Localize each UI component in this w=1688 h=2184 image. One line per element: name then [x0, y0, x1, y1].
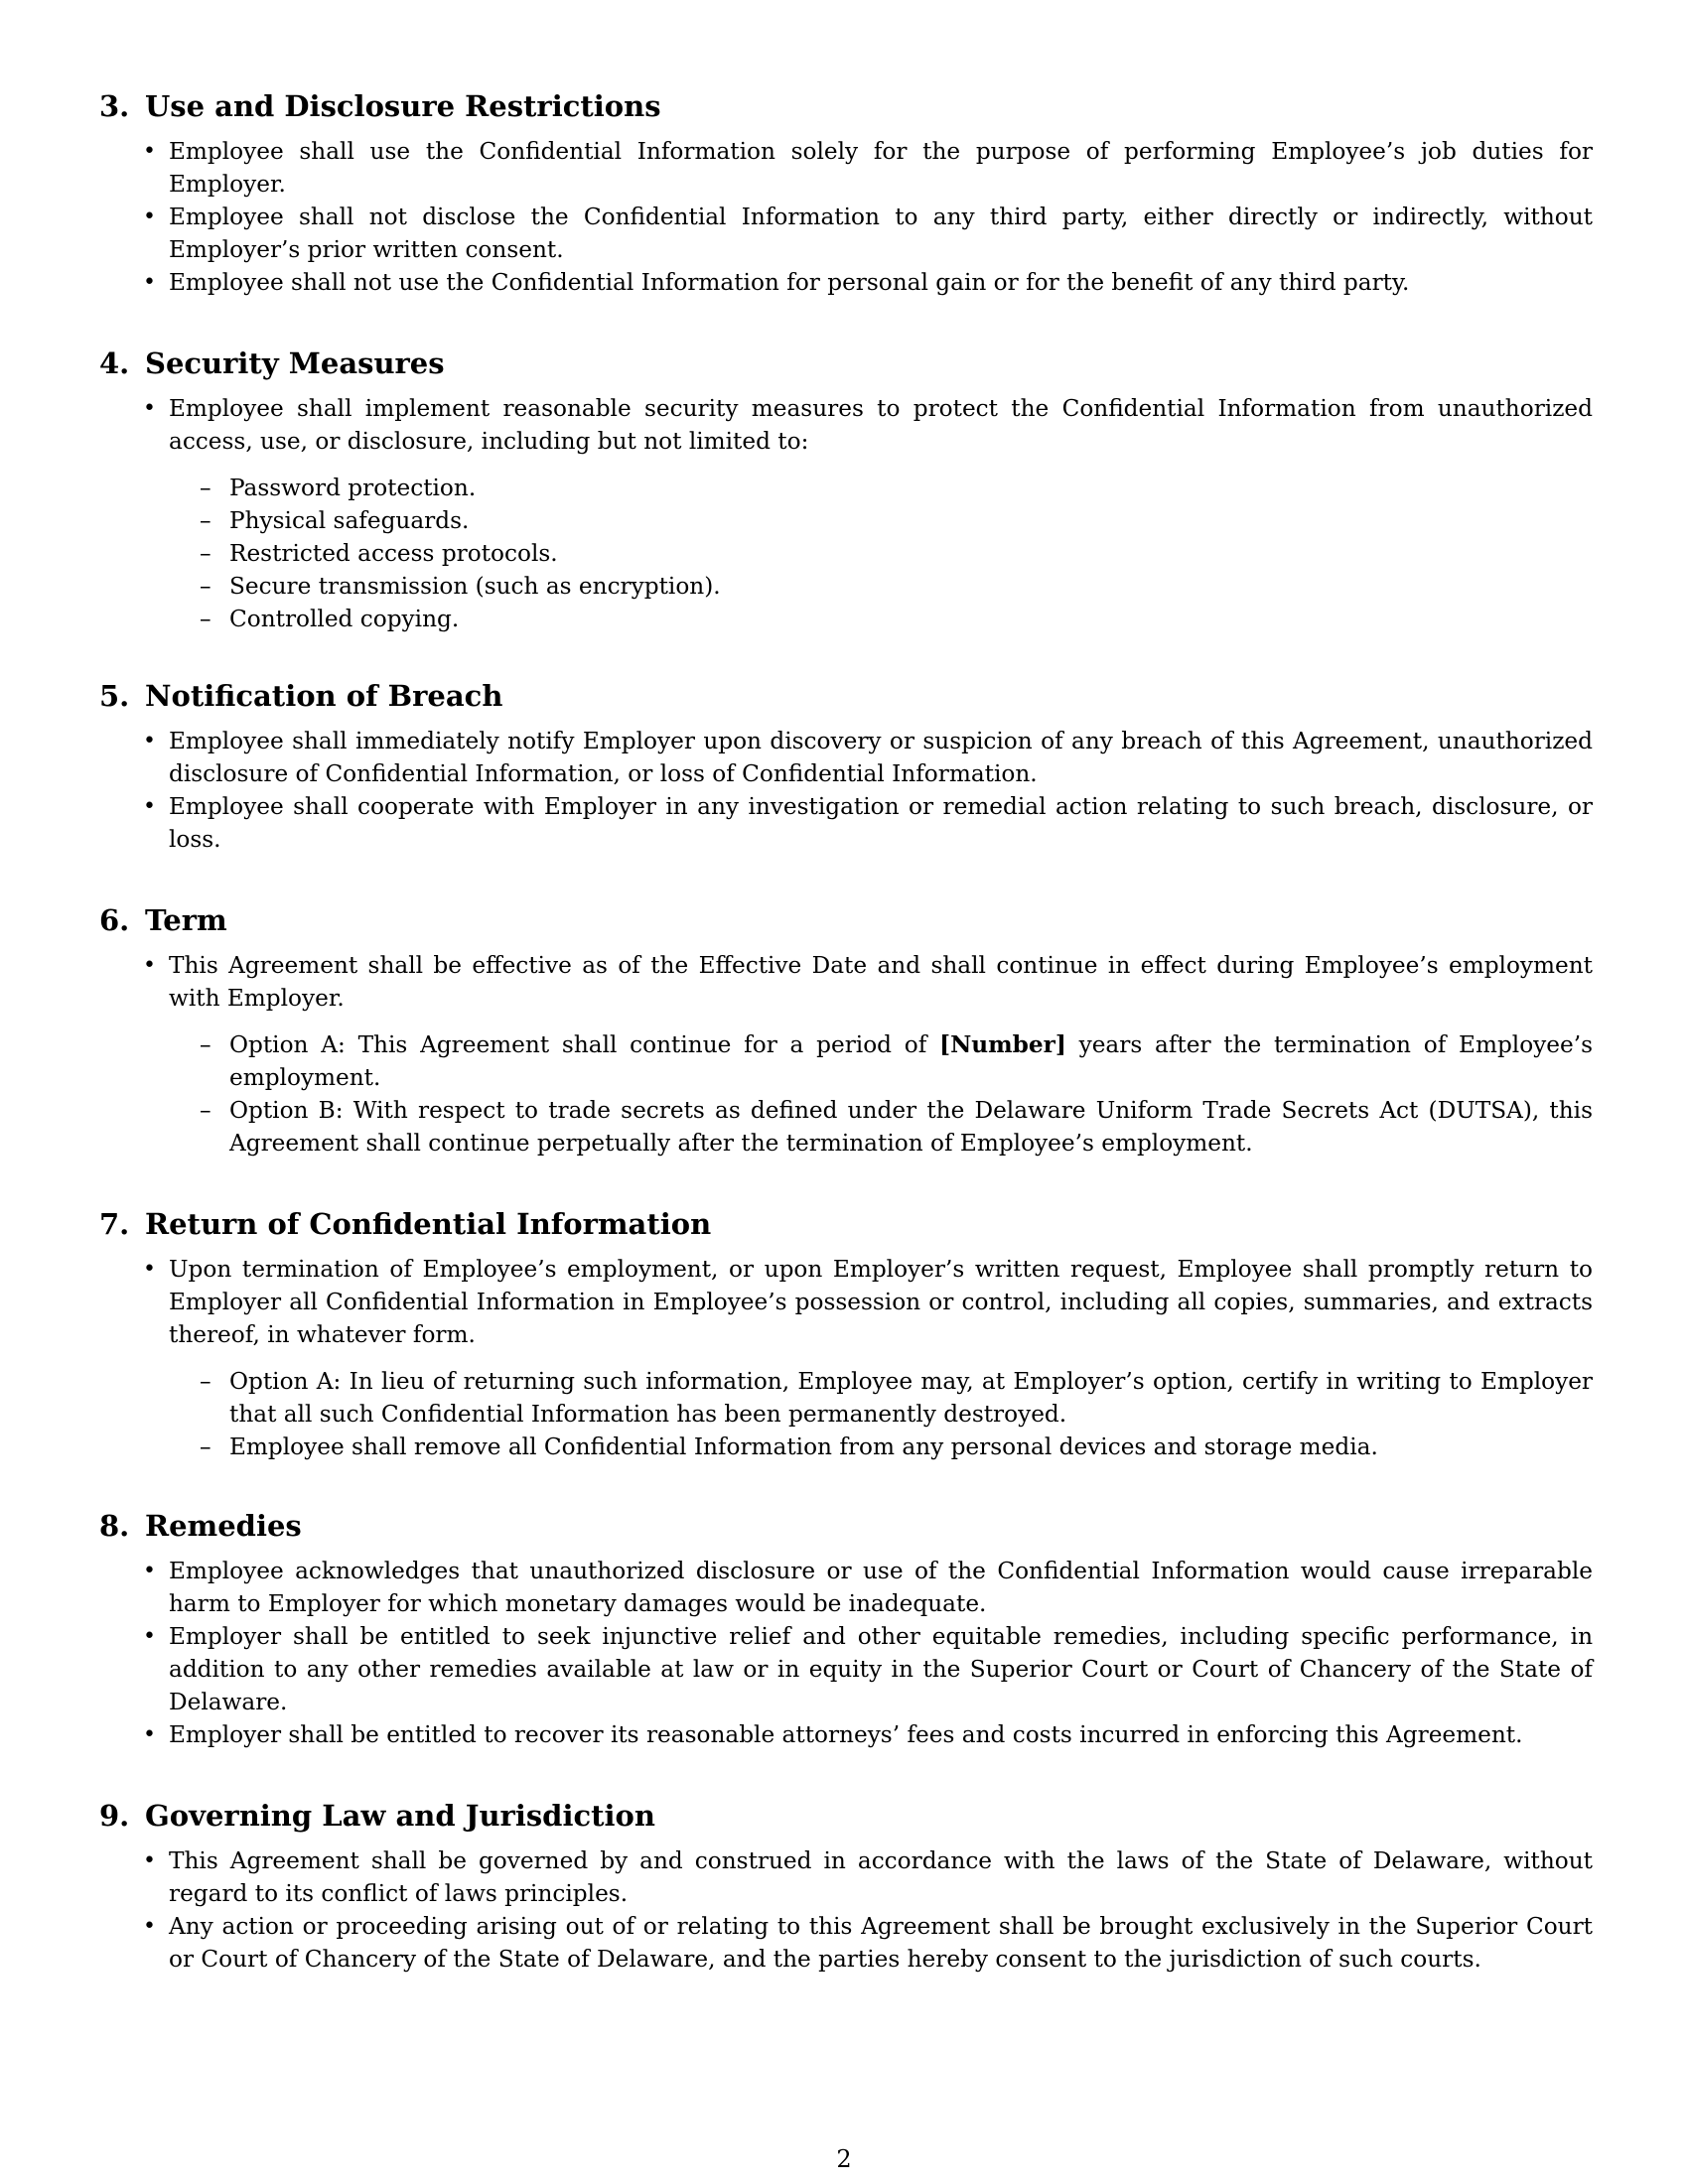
section-term [99, 901, 1593, 1160]
sub-list-item: – Option A: In lieu of returning such information, Employee may, at Employer’s option, certify in writing to Employer that all such Confidential Information has been permanently destroyed. [229, 1365, 1593, 1431]
list-item: • Employer shall be entitled to recover its reasonable attorneys’ fees and costs incurred in enforcing this Agreement. [169, 1718, 1593, 1751]
section-heading [99, 1797, 1593, 1835]
bullet-list [99, 1555, 1593, 1751]
list-item: • Employee shall not use the Confidential Information for personal gain or for the benefit of any third party. [169, 266, 1593, 299]
list-item: • Employer shall be entitled to seek injunctive relief and other equitable remedies, including specific performance, in addition to any other remedies available at law or in equity in the Superior Court or Court of Chancery of the State of Delaware. [169, 1620, 1593, 1718]
sub-list-item: – Physical safeguards. [229, 504, 1593, 537]
section-title: Notification of Breach [145, 679, 503, 713]
list-item [169, 392, 1593, 635]
list-item: • Employee acknowledges that unauthorized disclosure or use of the Confidential Information would cause irreparable harm to Employer for which monetary damages would be inadequate. [169, 1555, 1593, 1620]
section-remedies [99, 1507, 1593, 1751]
sub-list-item [229, 1028, 1593, 1094]
sub-list [169, 472, 1593, 635]
section-security-measures [99, 344, 1593, 635]
list-item: • Employee shall not disclose the Confidential Information to any third party, either directly or indirectly, without Employer’s prior written consent. [169, 201, 1593, 266]
list-item [169, 949, 1593, 1160]
section-heading [99, 1507, 1593, 1545]
list-item: • Employee shall use the Confidential Information solely for the purpose of performing Employee’s job duties for Employer. [169, 135, 1593, 201]
section-title: Return of Confidential Information [145, 1207, 712, 1241]
sub-list-item: – Employee shall remove all Confidential Information from any personal devices and storage media. [229, 1431, 1593, 1463]
sub-list [169, 1365, 1593, 1463]
list-item: • This Agreement shall be governed by and construed in accordance with the laws of the State of Delaware, without regard to its conflict of laws principles. [169, 1844, 1593, 1910]
list-item: • Any action or proceeding arising out of or relating to this Agreement shall be brought exclusively in the Superior Court or Court of Chancery of the State of Delaware, and the parties hereby consent to the jurisdiction of such courts. [169, 1910, 1593, 1976]
section-number: 7. [99, 1207, 130, 1241]
number-placeholder: [Number] [939, 1031, 1066, 1058]
section-heading [99, 87, 1593, 125]
section-number: 3. [99, 89, 130, 123]
bullet-list [99, 392, 1593, 635]
list-item-text: Employee shall implement reasonable security measures to protect the Confidential Information from unauthorized access, use, or disclosure, including but not limited to: [169, 395, 1593, 455]
section-governing-law [99, 1797, 1593, 1976]
section-title: Use and Disclosure Restrictions [145, 89, 661, 123]
page-number: 2 [836, 2145, 852, 2173]
sub-list-item: – Secure transmission (such as encryption). [229, 570, 1593, 603]
section-title: Governing Law and Jurisdiction [145, 1799, 655, 1833]
sub-list-item: – Password protection. [229, 472, 1593, 504]
document-page [99, 87, 1593, 2021]
bullet-list [99, 1253, 1593, 1463]
section-heading [99, 344, 1593, 382]
section-title: Term [145, 903, 227, 937]
list-item: • Employee shall immediately notify Employer upon discovery or suspicion of any breach of this Agreement, unauthorized disclosure of Confidential Information, or loss of Confidential Information. [169, 725, 1593, 790]
list-item: • Employee shall cooperate with Employer in any investigation or remedial action relating to such breach, disclosure, or loss. [169, 790, 1593, 856]
section-heading [99, 677, 1593, 715]
sub-list-item: – Option B: With respect to trade secrets as defined under the Delaware Uniform Trade Secrets Act (DUTSA), this Agreement shall continue perpetually after the termination of Employee’s employment. [229, 1094, 1593, 1160]
list-item [169, 1253, 1593, 1463]
section-number: 6. [99, 903, 130, 937]
section-use-disclosure [99, 87, 1593, 299]
list-item-text: This Agreement shall be effective as of the Effective Date and shall continue in effect during Employee’s employment with Employer. [169, 952, 1593, 1012]
section-return-information [99, 1205, 1593, 1463]
sub-list-item: – Restricted access protocols. [229, 537, 1593, 570]
section-number: 4. [99, 346, 130, 380]
list-item-text: Upon termination of Employee’s employment, or upon Employer’s written request, Employee shall promptly return to Employer all Confidential Information in Employee’s possession or control, including all copies, summaries, and extracts thereof, in whatever form. [169, 1256, 1593, 1348]
bullet-list [99, 135, 1593, 299]
bullet-list [99, 1844, 1593, 1976]
section-notification-breach [99, 677, 1593, 856]
section-number: 5. [99, 679, 130, 713]
bullet-list [99, 949, 1593, 1160]
section-title: Remedies [145, 1509, 302, 1543]
sub-list [169, 1028, 1593, 1160]
section-number: 8. [99, 1509, 130, 1543]
option-a-text-start: Option A: This Agreement shall continue for a period of [229, 1031, 940, 1058]
section-heading [99, 901, 1593, 939]
sub-list-item: – Controlled copying. [229, 603, 1593, 635]
section-number: 9. [99, 1799, 130, 1833]
bullet-list [99, 725, 1593, 856]
section-title: Security Measures [145, 346, 445, 380]
option-a-text-end: years after the termination of Employee’s employment. [229, 1031, 1593, 1091]
section-heading [99, 1205, 1593, 1243]
